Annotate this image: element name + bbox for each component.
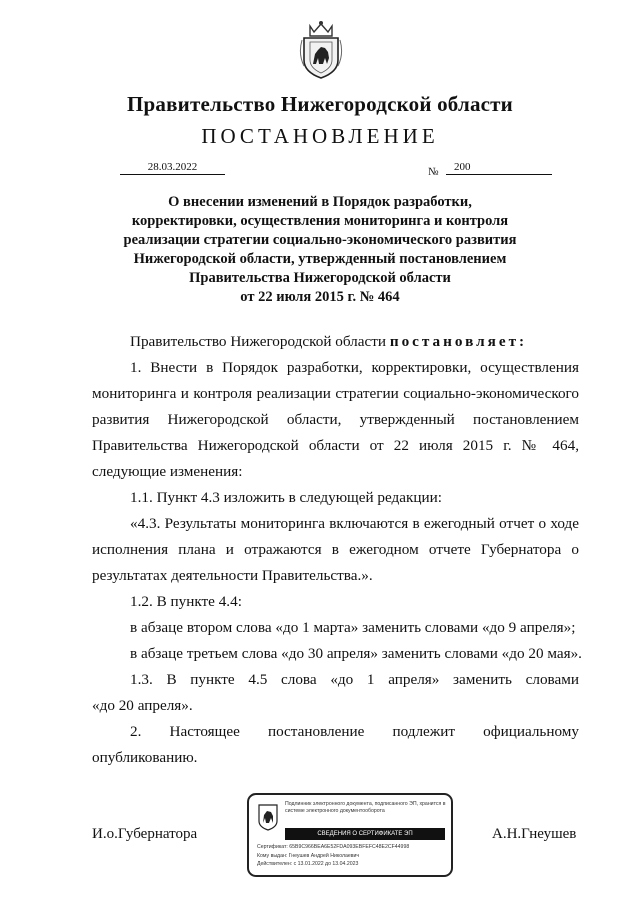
document-type: ПОСТАНОВЛЕНИЕ	[201, 124, 439, 148]
paragraph-line: следующие изменения:	[92, 463, 243, 480]
number-label: №	[428, 166, 439, 178]
paragraph-line: «до 20 апреля».	[92, 697, 193, 714]
paragraph-1-2-a: в абзаце втором слова «до 1 марта» заменить словами «до 9 апреля»;	[130, 619, 576, 636]
stamp-notice: Подлинник электронного документа, подписанного ЭП, хранится в системе электронного документооборота	[285, 801, 446, 814]
region-emblem-icon	[257, 803, 279, 831]
paragraph-line: мониторинга и контроля реализации стратегии социально-экономического	[92, 385, 579, 402]
stamp-validity: Действителен: с 13.01.2022 до 13.04.2023	[257, 861, 359, 867]
document-number: 200	[446, 161, 552, 175]
title-line: Нижегородской области, утвержденный постановлением	[133, 251, 507, 267]
government-name: Правительство Нижегородской области	[127, 92, 513, 116]
paragraph-line: развития Нижегородской области, утвержденный постановлением	[92, 411, 579, 428]
preamble-decree-word: постановляет:	[389, 333, 528, 350]
paragraph-2	[92, 719, 579, 771]
title-line: реализации стратегии социально-экономического развития	[123, 232, 517, 248]
paragraph-1	[92, 355, 579, 485]
document-date: 28.03.2022	[120, 161, 225, 175]
e-signature-stamp	[247, 793, 453, 877]
title-line: Правительства Нижегородской области	[189, 270, 451, 286]
title-line: О внесении изменений в Порядок разработки,	[168, 194, 472, 210]
paragraph-line: 1.3. В пункте 4.5 слова «до 1 апреля» заменить словами	[130, 671, 579, 688]
stamp-certificate-header: СВЕДЕНИЯ О СЕРТИФИКАТЕ ЭП	[285, 828, 445, 840]
stamp-details	[257, 843, 449, 869]
document-title	[80, 193, 560, 307]
paragraph-1-3	[92, 667, 579, 719]
paragraph-1-2-b: в абзаце третьем слова «до 30 апреля» заменить словами «до 20 мая».	[130, 645, 582, 662]
paragraph-4-3-quote	[92, 511, 579, 589]
title-line: от 22 июля 2015 г. № 464	[240, 289, 400, 305]
signatory-name: А.Н.Гнеушев	[492, 826, 577, 842]
signatory-position: И.о.Губернатора	[92, 826, 198, 842]
preamble	[92, 329, 579, 355]
paragraph-line: исполнения плана и отражаются в ежегодном отчете Губернатора о	[92, 541, 579, 558]
stamp-certificate: Сертификат: 65B9C966BEA6E52FDA093EBFEFC48E2CF44998	[257, 844, 410, 850]
stamp-issued-to: Кому выдан: Гнеушев Андрей Николаевич	[257, 852, 360, 859]
paragraph-line: 1. Внести в Порядок разработки, корректировки, осуществления	[130, 359, 579, 376]
paragraph-line: «4.3. Результаты мониторинга включаются в ежегодный отчет о ходе	[130, 515, 579, 532]
paragraph-line: 2. Настоящее постановление подлежит официальному	[130, 723, 579, 740]
paragraph-line: результатах деятельности Правительства.».	[92, 567, 373, 584]
preamble-text: Правительство Нижегородской области	[130, 333, 387, 350]
title-line: корректировки, осуществления мониторинга и контроля	[131, 213, 509, 229]
coat-of-arms-icon	[298, 20, 344, 82]
paragraph-line: опубликованию.	[92, 749, 198, 766]
paragraph-1-2: 1.2. В пункте 4.4:	[130, 593, 242, 610]
paragraph-line: Правительства Нижегородской области от 22 июля 2015 г. № 464,	[92, 437, 579, 454]
paragraph-1-1: 1.1. Пункт 4.3 изложить в следующей редакции:	[130, 489, 443, 506]
